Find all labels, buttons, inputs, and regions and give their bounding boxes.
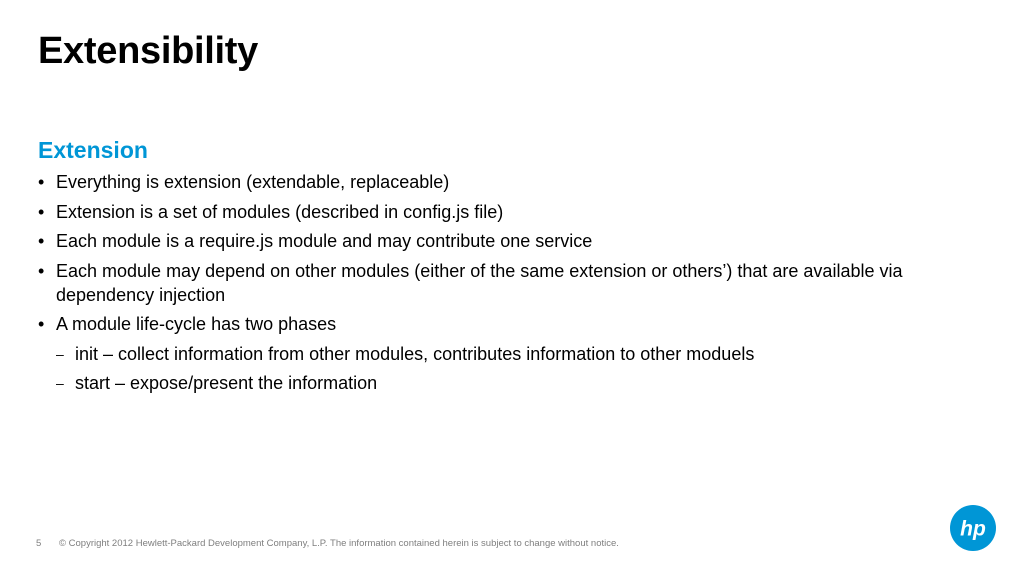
bullet-item — [38, 259, 918, 307]
page-number: 5 — [36, 538, 42, 549]
bullet-item — [38, 229, 918, 253]
bullet-text: Everything is extension (extendable, replaceable) — [56, 172, 450, 192]
sub-bullet-marker: – — [56, 375, 64, 391]
slide-footer — [36, 538, 619, 549]
bullet-text: Each module may depend on other modules (either of the same extension or others’) that are available via dependency injection — [56, 260, 903, 305]
sub-bullet-text: init – collect information from other modules, contributes information to other moduels — [75, 343, 755, 364]
bullet-text: Each module is a require.js module and may contribute one service — [56, 231, 593, 251]
section-heading: Extension — [38, 137, 148, 163]
bullet-list — [38, 170, 918, 401]
bullet-marker: • — [38, 201, 45, 222]
hp-logo-icon — [950, 505, 996, 551]
slide-title: Extensibility — [38, 30, 258, 72]
sub-bullet-item — [38, 371, 918, 395]
hp-logo-text: hp — [960, 517, 986, 541]
bullet-marker: • — [38, 260, 45, 281]
bullet-marker: • — [38, 231, 45, 251]
bullet-text: Extension is a set of modules (described in config.js file) — [56, 201, 504, 222]
sub-bullet-marker: – — [56, 345, 64, 362]
bullet-text: A module life-cycle has two phases — [56, 314, 337, 334]
sub-bullet-item — [38, 342, 918, 366]
bullet-marker: • — [38, 172, 45, 192]
bullet-item — [38, 200, 918, 224]
bullet-item — [38, 312, 918, 336]
bullet-item — [38, 170, 918, 194]
bullet-marker: • — [38, 314, 45, 334]
sub-bullet-text: start – expose/present the information — [75, 373, 378, 393]
copyright-notice: © Copyright 2012 Hewlett-Packard Development Company, L.P. The information contained herein is subject to change without notice. — [59, 538, 619, 549]
